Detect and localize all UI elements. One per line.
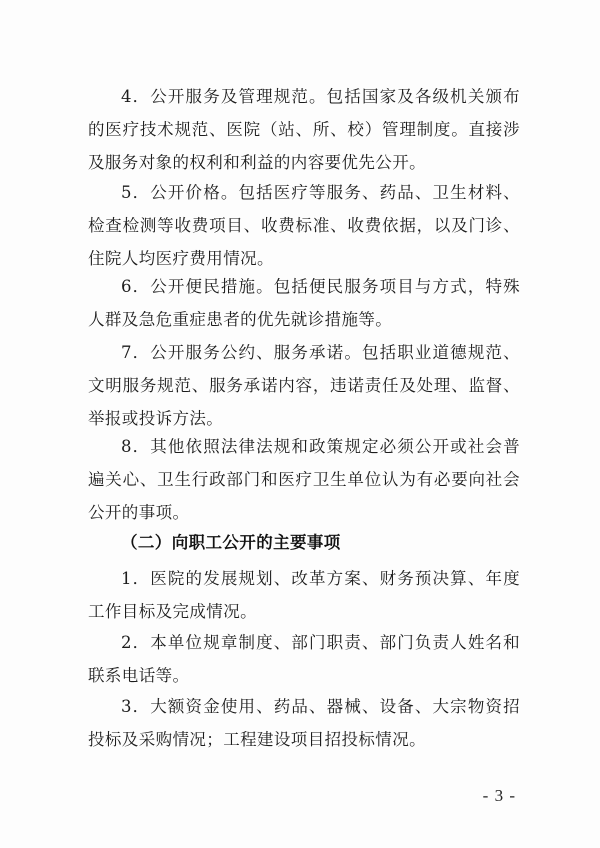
section-paragraph-3: 3．大额资金使用、药品、器械、设备、大宗物资招投标及采购情况；工程建设项目招投标情况。 [88, 697, 520, 749]
paragraph-item-7: 7．公开服务公约、服务承诺。包括职业道德规范、文明服务规范、服务承诺内容，违诺责任及处理、监督、举报或投诉方法。 [88, 343, 520, 428]
page-number: - 3 - [482, 786, 516, 805]
section-paragraph-1: 1．医院的发展规划、改革方案、财务预决算、年度工作目标及完成情况。 [88, 569, 520, 621]
paragraph-item-8: 8．其他依照法律法规和政策规定必须公开或社会普遍关心、卫生行政部门和医疗卫生单位认为有必要向社会公开的事项。 [88, 437, 520, 522]
paragraph-item-6: 6．公开便民措施。包括便民服务项目与方式，特殊人群及急危重症患者的优先就诊措施等。 [88, 277, 520, 329]
paragraph-item-4: 4．公开服务及管理规范。包括国家及各级机关颁布的医疗技术规范、医院（站、所、校）管理制度。直接涉及服务对象的权利和利益的内容要优先公开。 [88, 87, 520, 172]
section-paragraph-2: 2．本单位规章制度、部门职责、部门负责人姓名和联系电话等。 [88, 633, 520, 685]
section-heading: （二）向职工公开的主要事项 [121, 533, 341, 552]
paragraph-item-5: 5．公开价格。包括医疗等服务、药品、卫生材料、检查检测等收费项目、收费标准、收费依据，以及门诊、住院人均医疗费用情况。 [88, 183, 520, 268]
